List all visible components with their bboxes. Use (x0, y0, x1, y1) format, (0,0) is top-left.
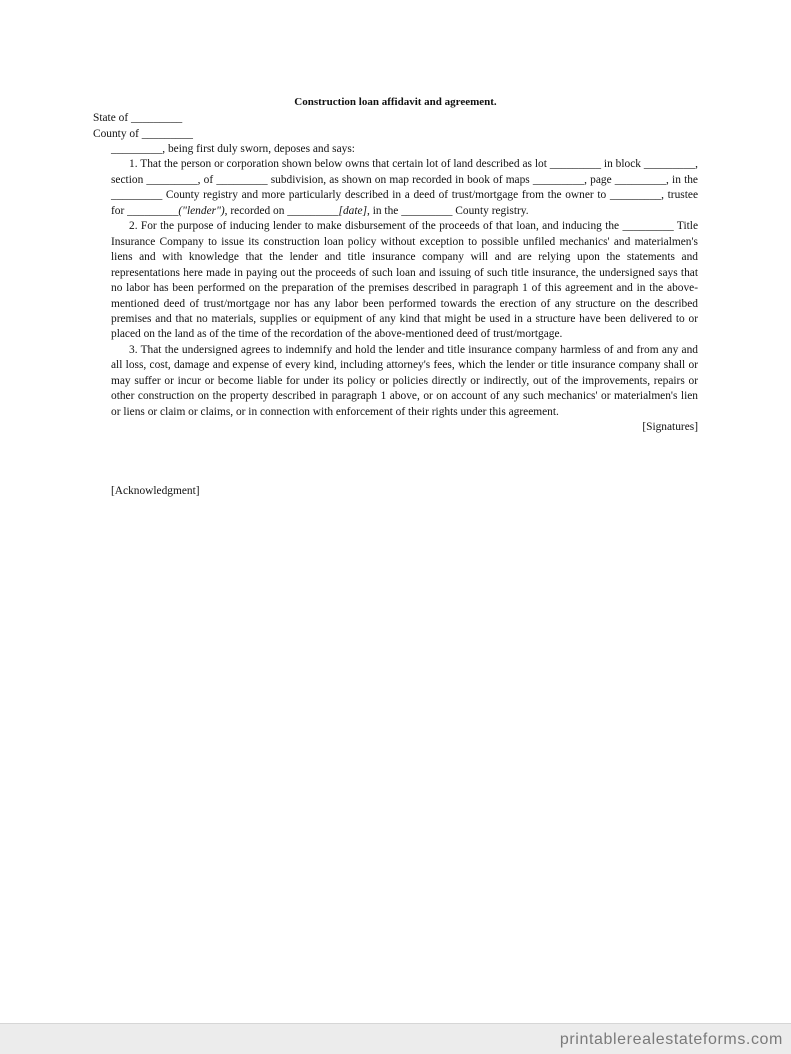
state-line: State of _________ (93, 112, 183, 124)
paragraph-3: 3. That the undersigned agrees to indemnify and hold the lender and title insurance company harmless of and from any and all loss, cost, damage and expense of every kind, including attorney's fees, which the lender or title insurance company shall or may suffer or incur or become liable for under its policy or policies directly or indirectly, out of the improvements, repairs or other construction on the property described in paragraph 1 above, or on account of any such mechanics' or materialmen's lien or liens or claim or claims, or in connection with enforcement of their rights under this agreement. (111, 343, 698, 418)
lender-term: ("lender") (178, 204, 225, 217)
sworn-line: _________, being first duly sworn, deposes and says: (111, 143, 355, 155)
footer-bar (0, 1023, 791, 1054)
footer-brand-watermark: printablerealestateforms.com (559, 1031, 783, 1048)
paragraph-1 (111, 157, 698, 219)
acknowledgment-label: [Acknowledgment] (111, 484, 200, 497)
date-placeholder: [date] (338, 204, 368, 217)
document-body (111, 142, 698, 436)
paragraph-1-end: , in the _________ County registry. (367, 204, 529, 217)
paragraph-2: 2. For the purpose of inducing lender to make disbursement of the proceeds of that loan, and inducing the _________ Title Insurance Company to issue its construction loan policy without exception to possible unfiled mechanics' and materialmen's liens and with knowledge that the lender and title insurance company will and are relying upon the statements and representations here made in paying out the proceeds of such loan and issuing of such title insurance, the undersigned says that no labor has been performed on the preparation of the premises described in paragraph 1 of this agreement and in the above-mentioned deed of trust/mortgage nor has any labor been performed towards the erection of any structure on the described premises and that no materials, supplies or equipment of any kind that might be used in a structure have been delivered to or placed on the land as of the time of the recordation of the above-mentioned deed of trust/mortgage. (111, 220, 698, 341)
paragraph-1-text: 1. That the person or corporation shown below owns that certain lot of land described as lot _________ in block _________, section _________, of _________ subdivision, as shown on map recorded in book of maps _________, page _________, in the _________ County registry and more particularly described in a deed of trust/mortgage from the owner to _________, trustee for _________ (111, 158, 698, 217)
paragraph-1-recorded: , recorded on _________ (224, 204, 339, 217)
county-line: County of _________ (93, 127, 193, 140)
signatures-label: [Signatures] (642, 421, 698, 434)
document-title: Construction loan affidavit and agreement. (294, 96, 497, 108)
